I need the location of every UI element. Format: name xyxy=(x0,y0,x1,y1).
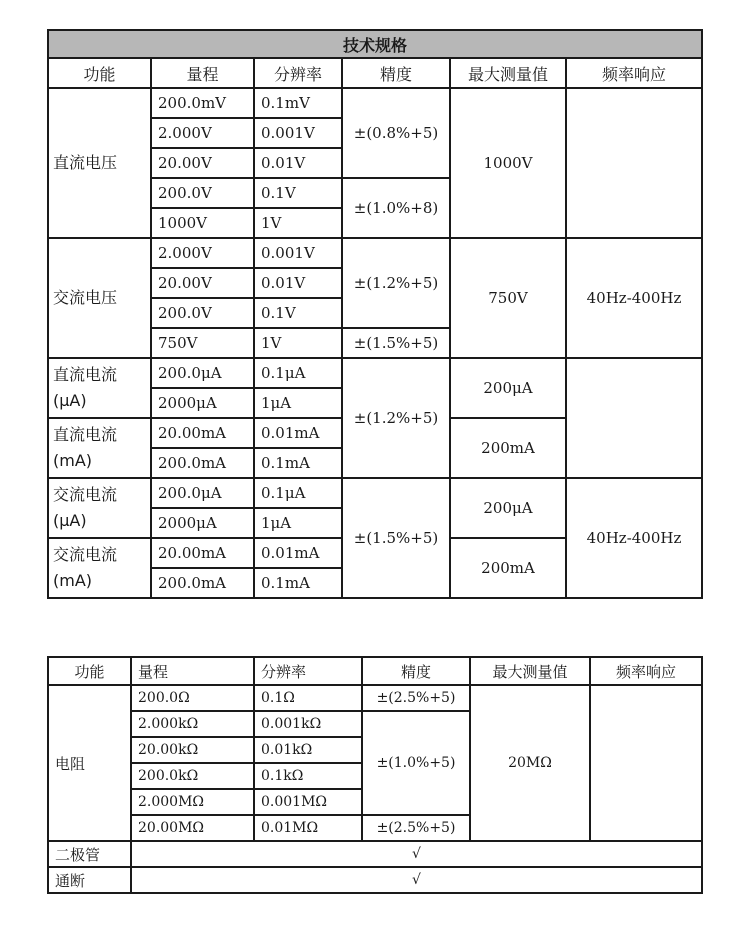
resolution-cell: 0.1mV xyxy=(254,88,342,118)
range-cell: 2.000V xyxy=(151,118,254,148)
resolution-cell: 0.01mA xyxy=(254,538,342,568)
function-dc-current-ma xyxy=(48,418,151,478)
resolution-cell: 0.001MΩ xyxy=(254,789,362,815)
resolution-cell: 0.001V xyxy=(254,238,342,268)
header-function: 功能 xyxy=(48,657,131,685)
range-cell: 200.0mA xyxy=(151,448,254,478)
header-max-value: 最大测量值 xyxy=(450,58,566,88)
range-cell: 200.0V xyxy=(151,178,254,208)
header-row xyxy=(48,58,702,88)
max-value-cell: 200mA xyxy=(450,418,566,478)
resolution-cell: 0.01kΩ xyxy=(254,737,362,763)
resolution-cell: 0.01V xyxy=(254,268,342,298)
header-function: 功能 xyxy=(48,58,151,88)
function-label: 直流电流 xyxy=(53,425,118,445)
range-cell: 2.000kΩ xyxy=(131,711,254,737)
function-label: 交流电流 xyxy=(53,545,118,565)
range-cell: 20.00mA xyxy=(151,538,254,568)
accuracy-cell: ±(1.2%+5) xyxy=(342,358,450,478)
accuracy-cell: ±(1.5%+5) xyxy=(342,478,450,598)
resolution-cell: 0.01mA xyxy=(254,418,342,448)
range-cell: 1000V xyxy=(151,208,254,238)
function-unit: (μA) xyxy=(53,391,87,410)
accuracy-cell: ±(1.5%+5) xyxy=(342,328,450,358)
range-cell: 2000μA xyxy=(151,388,254,418)
accuracy-cell: ±(2.5%+5) xyxy=(362,685,470,711)
resolution-cell: 0.1μA xyxy=(254,478,342,508)
resolution-cell: 0.1μA xyxy=(254,358,342,388)
header-frequency: 频率响应 xyxy=(566,58,702,88)
resolution-cell: 0.1mA xyxy=(254,448,342,478)
range-cell: 750V xyxy=(151,328,254,358)
function-label: 交流电流 xyxy=(53,485,118,505)
max-value-cell: 20MΩ xyxy=(470,685,590,841)
diode-check: √ xyxy=(131,841,702,867)
range-cell: 200.0V xyxy=(151,298,254,328)
function-ac-current-ma xyxy=(48,538,151,598)
range-cell: 200.0Ω xyxy=(131,685,254,711)
function-diode: 二极管 xyxy=(48,841,131,867)
max-value-cell: 200mA xyxy=(450,538,566,598)
resolution-cell: 0.1V xyxy=(254,178,342,208)
table-row xyxy=(48,841,702,867)
accuracy-cell: ±(1.0%+5) xyxy=(362,711,470,815)
accuracy-cell: ±(2.5%+5) xyxy=(362,815,470,841)
range-cell: 2.000V xyxy=(151,238,254,268)
header-accuracy: 精度 xyxy=(342,58,450,88)
range-cell: 20.00mA xyxy=(151,418,254,448)
header-resolution: 分辨率 xyxy=(254,657,362,685)
function-ac-current-ua xyxy=(48,478,151,538)
accuracy-cell: ±(1.0%+8) xyxy=(342,178,450,238)
resolution-cell: 1μA xyxy=(254,388,342,418)
table-row xyxy=(48,685,702,711)
function-dc-voltage: 直流电压 xyxy=(48,88,151,238)
header-accuracy: 精度 xyxy=(362,657,470,685)
range-cell: 20.00V xyxy=(151,268,254,298)
function-label: 直流电流 xyxy=(53,365,118,385)
resolution-cell: 0.001V xyxy=(254,118,342,148)
max-value-cell: 200μA xyxy=(450,358,566,418)
resistance-table xyxy=(47,656,703,894)
table-row xyxy=(48,478,702,508)
header-frequency: 频率响应 xyxy=(590,657,702,685)
continuity-check: √ xyxy=(131,867,702,893)
resolution-cell: 0.1kΩ xyxy=(254,763,362,789)
resolution-cell: 0.1V xyxy=(254,298,342,328)
max-value-cell: 200μA xyxy=(450,478,566,538)
max-value-cell: 750V xyxy=(450,238,566,358)
header-resolution: 分辨率 xyxy=(254,58,342,88)
accuracy-cell: ±(1.2%+5) xyxy=(342,238,450,328)
range-cell: 2000μA xyxy=(151,508,254,538)
function-unit: (mA) xyxy=(53,571,93,590)
range-cell: 20.00kΩ xyxy=(131,737,254,763)
resolution-cell: 0.1mA xyxy=(254,568,342,598)
max-value-cell: 1000V xyxy=(450,88,566,238)
table-row xyxy=(48,238,702,268)
frequency-cell xyxy=(566,358,702,478)
function-unit: (μA) xyxy=(53,511,87,530)
resolution-cell: 0.01MΩ xyxy=(254,815,362,841)
resolution-cell: 1μA xyxy=(254,508,342,538)
resolution-cell: 1V xyxy=(254,208,342,238)
header-row xyxy=(48,657,702,685)
header-max-value: 最大测量值 xyxy=(470,657,590,685)
table-title: 技术规格 xyxy=(48,30,702,58)
spec-table xyxy=(47,29,703,599)
range-cell: 200.0mA xyxy=(151,568,254,598)
resolution-cell: 0.1Ω xyxy=(254,685,362,711)
resolution-cell: 1V xyxy=(254,328,342,358)
header-range: 量程 xyxy=(131,657,254,685)
table-row xyxy=(48,88,702,118)
function-ac-voltage: 交流电压 xyxy=(48,238,151,358)
frequency-cell xyxy=(566,88,702,238)
range-cell: 2.000MΩ xyxy=(131,789,254,815)
resolution-cell: 0.01V xyxy=(254,148,342,178)
range-cell: 200.0μA xyxy=(151,478,254,508)
header-range: 量程 xyxy=(151,58,254,88)
table-row xyxy=(48,358,702,388)
accuracy-cell: ±(0.8%+5) xyxy=(342,88,450,178)
range-cell: 200.0mV xyxy=(151,88,254,118)
function-resistance: 电阻 xyxy=(48,685,131,841)
resolution-cell: 0.001kΩ xyxy=(254,711,362,737)
frequency-cell xyxy=(590,685,702,841)
frequency-cell: 40Hz-400Hz xyxy=(566,238,702,358)
range-cell: 200.0μA xyxy=(151,358,254,388)
frequency-cell: 40Hz-400Hz xyxy=(566,478,702,598)
range-cell: 200.0kΩ xyxy=(131,763,254,789)
range-cell: 20.00MΩ xyxy=(131,815,254,841)
range-cell: 20.00V xyxy=(151,148,254,178)
function-unit: (mA) xyxy=(53,451,93,470)
function-continuity: 通断 xyxy=(48,867,131,893)
table-row xyxy=(48,867,702,893)
function-dc-current-ua xyxy=(48,358,151,418)
